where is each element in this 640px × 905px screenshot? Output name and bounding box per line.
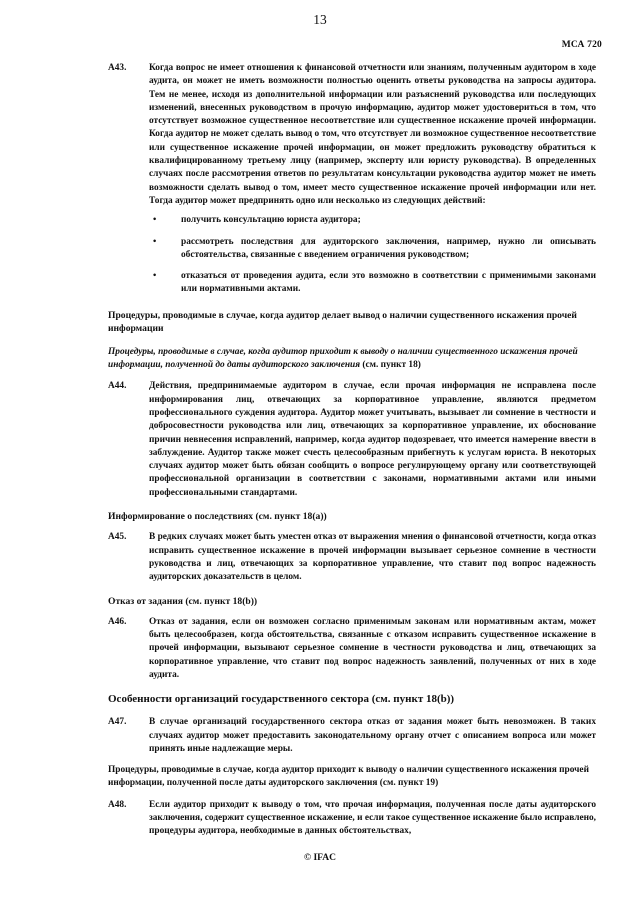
subsection-heading-withdrawal: Отказ от задания (см. пункт 18(b)) [108,595,258,607]
list-item-text: отказаться от проведения аудита, если это возможно в соответствии с применимыми законами или нормативными актами. [181,271,596,295]
paragraph-a48 [108,799,596,839]
copyright-footer: © IFAC [304,853,336,863]
paragraph-reference: (см. пункт 18) [362,360,421,371]
subsection-heading-before-report [108,346,596,373]
paragraph-a47 [108,716,596,756]
paragraph-text: В случае организаций государственного сектора отказ от задания может быть невозможен. В таких случаях аудитор может предоставить законодательному органу отчет с описанием вопроса или может принять иные надлежащие меры. [149,717,596,754]
paragraph-a43 [108,62,596,208]
paragraph-number: A48. [108,799,127,810]
paragraph-number: A43. [108,63,127,73]
page-content [108,62,596,845]
section-heading-public-sector: Особенности организаций государственного сектора (см. пункт 18(b)) [108,693,455,706]
bullet-icon: • [153,215,157,226]
paragraph-a46 [108,616,596,682]
list-item-text: получить консультацию юриста аудитора; [181,215,361,226]
subsection-heading-informing: Информирование о последствиях (см. пункт 18(a)) [108,511,327,523]
list-item [149,236,596,263]
page-number: 13 [313,12,327,27]
paragraph-a44 [108,380,596,500]
bullet-icon: • [153,271,157,282]
list-item [149,214,596,227]
paragraph-text: Отказ от задания, если он возможен согласно применимым законам или нормативным актам, может быть целесообразен, когда обстоятельства, связанные с отказом исправить существенное искажение в прочей информации, вызывают серьезное сомнение в честности руководства и лиц, отвечающих за корпоративное управление, что ставит под вопрос надежность заявлений, полученных от них в ходе аудита. [149,616,596,680]
paragraph-number: A45. [108,532,127,543]
paragraph-text: Действия, предпринимаемые аудитором в случае, если прочая информация не исправлена после информирования лиц, отвечающих за корпоративное управление, являются предметом профессионального суждения аудитора. Аудитор может учитывать, вызывает ли сомнение в честности и добросовестности руководства или лиц, отвечающих за корпоративное управление, их обоснование причин невнесения исправлений, например, когда аудитор подозревает, что имеется намерение ввести в заблуждение. Аудитор также может счесть целесообразным прибегнуть к услугам юриста. В некоторых случаях аудитор может быть обязан сообщить о вопросе регулирующему органу или соответствующей профессиональной организации в соответствии с законами, нормативными актами или иными профессиональными стандартами. [149,381,596,498]
section-heading-procedures: Процедуры, проводимые в случае, когда аудитор делает вывод о наличии существенного искажения прочей информации [108,309,577,335]
paragraph-number: A47. [108,717,127,728]
paragraph-text: В редких случаях может быть уместен отказ от выражения мнения о финансовой отчетности, когда отказ исправить существенное искажение в прочей информации вызывает серьезное сомнение в честности руководства и лиц, отвечающих за корпоративное управление, что ставит под вопрос надежность аудиторских доказательств в целом. [149,532,596,583]
bullet-icon: • [153,236,157,247]
document-code: МСА 720 [561,40,602,50]
paragraph-text: Когда вопрос не имеет отношения к финансовой отчетности или знаниям, полученным аудитором в ходе аудита, он может не иметь возможности полностью оценить ответы руководства на запросы аудитора. Тем не менее, исходя из дополнительной информации или разъяснений руководства или последующих изменений, внесенных руководством в прочую информацию, аудитор может удостовериться в том, что отсутствует возможное существенное несоответствие или существенное искажение прочей информации. Когда аудитор не может сделать вывод о том, что отсутствует ли возможное существенное несоответствие или существенное искажение прочей информации, он может предложить руководству обратиться к квалифицированному третьему лицу (например, эксперту или юристу руководства). В определенных случаях после рассмотрения ответов по результатам консультации руководства аудитор может не иметь возможности сделать вывод о том, имеет место существенное искажение прочей информации или нет. Тогда аудитор может предпринять одно или несколько из следующих действий: [149,63,596,206]
paragraph-a45 [108,531,596,584]
bullet-list [108,214,596,296]
subsection-heading-text: Процедуры, проводимые в случае, когда аудитор приходит к выводу о наличии существенного искажения прочей информации, полученной до даты аудиторского заключения [108,346,578,371]
list-item [149,270,596,297]
subsection-heading-after-report: Процедуры, проводимые в случае, когда аудитор приходит к выводу о наличии существенного искажения прочей информации, полученной после даты аудиторского заключения (см. пункт 19) [108,765,589,789]
list-item-text: рассмотреть последствия для аудиторского заключения, например, нужно ли описывать обстоятельства, связанные с введением ограничения руководством; [181,236,596,260]
paragraph-text: Если аудитор приходит к выводу о том, что прочая информация, полученная после даты аудиторского заключения, содержит существенное искажение, и если такое существенное искажение было исправлено, процедуры аудитора, необходимые в данных обстоятельствах, [149,799,596,837]
paragraph-number: A46. [108,616,127,627]
paragraph-number: A44. [108,381,127,392]
